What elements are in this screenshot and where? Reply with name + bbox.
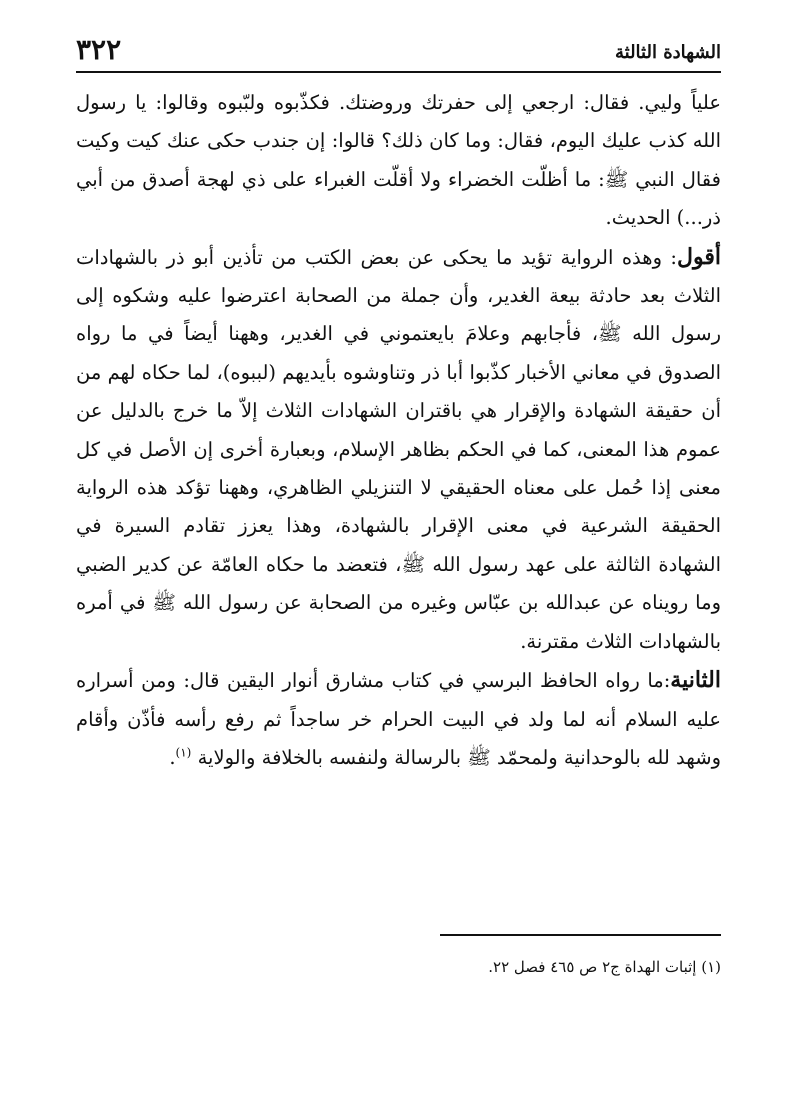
page-header	[76, 28, 721, 64]
page-number: ٣٢٢	[76, 33, 122, 66]
paragraph-2-text: : وهذه الرواية تؤيد ما يحكى عن بعض الكتب من تأذين أبو ذر بالشهادات الثلاث بعد حادثة بيعة الغدير، وأن جملة من الصحابة اعترضوا عليه وشكوه إلى رسول الله ﷺ، فأجابهم وعلامَ بايعتموني في الغدير، وههنا أيضاً في ما رواه الصدوق في معاني الأخبار كذّبوا أبا ذر وتناوشوه بأيديهم (لببوه)، لما حكاه لهم من أن حقيقة الشهادة والإقرار هي باقتران الشهادات الثلاث إلاّ ما خرج بالدليل عن عموم هذا المعنى، كما في الحكم بظاهر الإسلام، وبعبارة أخرى إن الأصل في كل معنى إذا حُمل على معناه الحقيقي لا التنزيلي الظاهري، وههنا تؤكد هذه الرواية الحقيقة الشرعية في معنى الإقرار بالشهادة، وهذا يعزز تقادم السيرة في الشهادة الثالثة على عهد رسول الله ﷺ، فتعضد ما حكاه العامّة عن كدير الضبي وما رويناه عن عبدالله بن عبّاس وغيره من الصحابة عن رسول الله ﷺ في أمره بالشهادات الثلاث مقترنة.	[76, 245, 721, 653]
paragraph-3	[76, 661, 721, 777]
paragraph-2	[76, 238, 721, 661]
footnote-reference: (١)	[175, 745, 192, 760]
paragraph-2-lead: أقول	[677, 243, 721, 270]
paragraph-3-text: :ما رواه الحافظ البرسي في كتاب مشارق أنوار اليقين قال: ومن أسراره عليه السلام أنه لما ولد في البيت الحرام خر ساجداً ثم رفع رأسه فأذّن وأقام وشهد لله بالوحدانية ولمحمّد ﷺ بالرسالة ولنفسه بالخلافة والولاية	[76, 669, 721, 769]
paragraph-3-lead: الثانية	[670, 667, 721, 694]
footnote-rule	[440, 934, 721, 936]
header-rule	[76, 71, 721, 73]
body-text	[76, 84, 721, 777]
paragraph-3-end: .	[169, 745, 176, 769]
running-title: الشهادة الثالثة	[614, 42, 721, 63]
footnote: (١) إثبات الهداة ج٢ ص ٤٦٥ فصل ٢٢.	[488, 958, 721, 976]
paragraph-1: علياً وليي. فقال: ارجعي إلى حفرتك وروضتك. فكذّبوه ولبّبوه وقالوا: يا رسول الله كذب عليك اليوم، فقال: وما كان ذلك؟ قالوا: إن جندب حكى عنك كيت وكيت فقال النبي ﷺ: ما أظلّت الخضراء ولا أقلّت الغبراء على ذي لهجة أصدق من أبي ذر...) الحديث.	[76, 91, 721, 230]
